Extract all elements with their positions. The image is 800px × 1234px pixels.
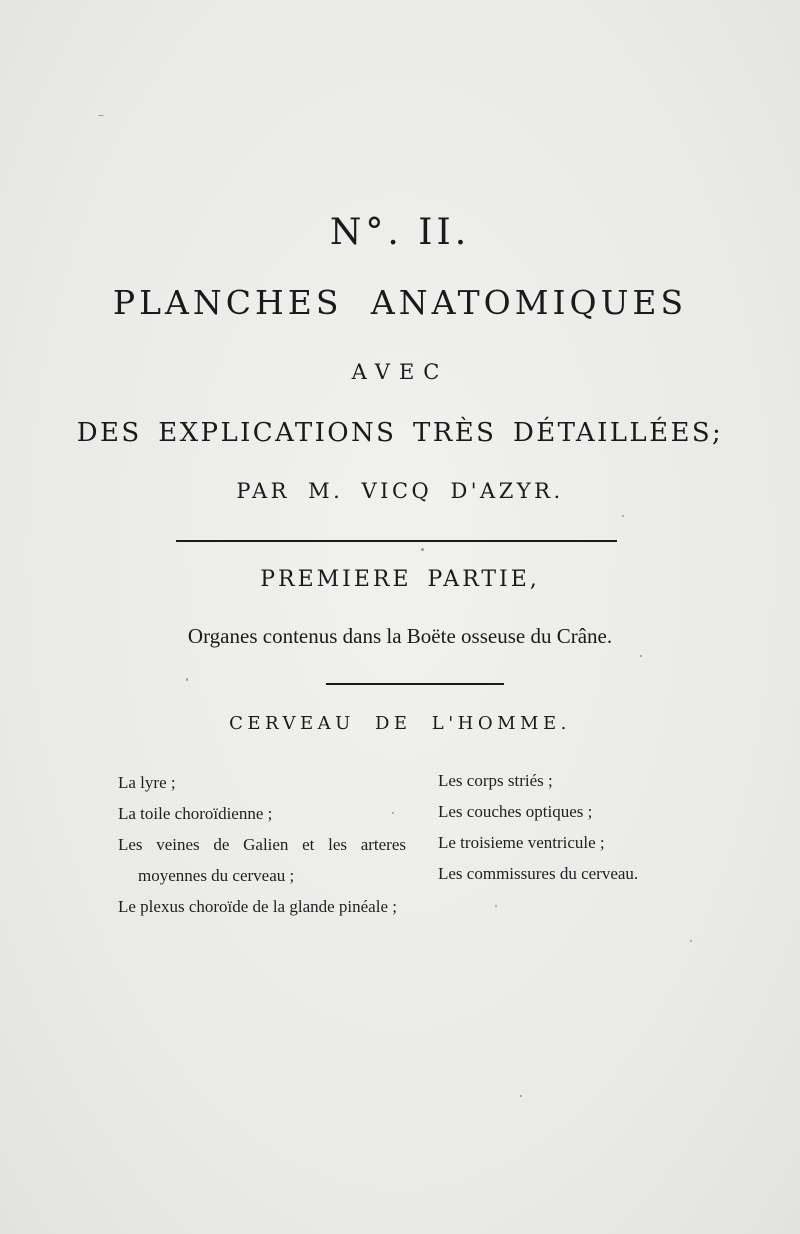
- paper-speck: [640, 655, 642, 657]
- right-column-list: [438, 765, 698, 889]
- list-item: La toile choroïdienne ;: [118, 804, 273, 823]
- title-connector: AVEC: [351, 360, 449, 384]
- list-item: Le plexus choroïde de la glande pinéale ;: [118, 897, 397, 916]
- paper-speck: [421, 548, 424, 551]
- author-line: PAR M. VICQ D'AZYR.: [236, 479, 564, 503]
- list-item-continuation: moyennes du cerveau ;: [138, 866, 295, 885]
- list-item: Les corps striés ;: [438, 771, 553, 790]
- paper-speck: [495, 905, 497, 907]
- part-heading: PREMIERE PARTIE,: [260, 567, 540, 592]
- short-divider-rule: [326, 683, 504, 685]
- subtitle: DES EXPLICATIONS TRÈS DÉTAILLÉES;: [76, 418, 724, 448]
- list-item: Les veines de Galien et les arteres: [118, 835, 406, 854]
- main-title: PLANCHES ANATOMIQUES: [112, 283, 688, 322]
- paper-speck: [392, 812, 394, 814]
- paper-speck: [520, 1095, 522, 1097]
- long-divider-rule: [176, 540, 617, 542]
- paper-speck: [690, 940, 692, 942]
- paper-speck: [622, 515, 624, 517]
- paper-speck: [186, 678, 188, 681]
- left-column-list: [118, 767, 408, 922]
- list-item: Les couches optiques ;: [438, 802, 593, 821]
- list-item: La lyre ;: [118, 773, 176, 792]
- section-heading: CERVEAU DE L'HOMME.: [229, 713, 571, 734]
- list-item: Le troisieme ventricule ;: [438, 833, 605, 852]
- part-subtitle: Organes contenus dans la Boëte osseuse du Crâne.: [187, 624, 613, 648]
- plate-number: N°. II.: [329, 212, 471, 253]
- paper-speck: [98, 115, 104, 116]
- list-item: Les commissures du cerveau.: [438, 864, 639, 883]
